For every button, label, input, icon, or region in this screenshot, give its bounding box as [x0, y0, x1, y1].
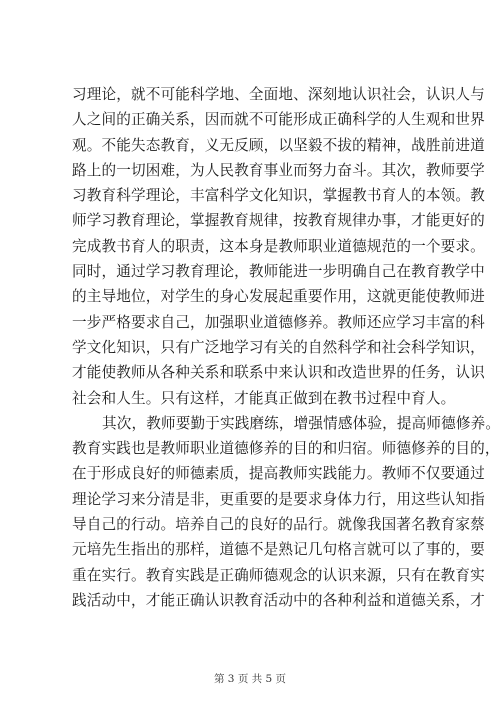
text-line: 完成教书育人的职责，这本身是教师职业道德规范的一个要求。: [72, 237, 485, 255]
text-line: 一步严格要求自己，加强职业道德修养。教师还应学习丰富的科: [72, 313, 485, 331]
text-line: 观。不能失态教育，义无反顾，以坚毅不拔的精神，战胜前进道: [72, 136, 485, 154]
body-text: [72, 82, 500, 613]
text-line: 习理论，就不可能科学地、全面地、深刻地认识社会，认识人与: [72, 86, 485, 103]
text-line: 元培先生指出的那样，道德不是熟记几句格言就可以了事的，要: [72, 541, 485, 559]
text-line: 师学习教育理论，掌握教育规律，按教育规律办事，才能更好的: [72, 212, 485, 230]
text-line: 社会和人生。只有这样，才能真正做到在教书过程中育人。: [72, 389, 456, 407]
page-number: 第 3 页 共 5 页: [213, 673, 287, 685]
text-line: 教育实践也是教师职业道德修养的目的和归宿。师德修养的目的，: [72, 440, 500, 458]
paragraph-first-line: 其次，教师要勤于实践磨练，增强情感体验，提高师德修养。: [102, 414, 500, 432]
text-line: 才能使教师从各种关系和联系中来认识和改造世界的任务，认识: [72, 364, 485, 382]
page-footer: [0, 671, 500, 686]
text-line: 践活动中，才能正确认识教育活动中的各种利益和道德关系，才: [72, 591, 485, 609]
text-line: 重在实行。教育实践是正确师德观念的认识来源，只有在教育实: [72, 566, 485, 584]
text-line: 学文化知识，只有广泛地学习有关的自然科学和社会科学知识，: [72, 338, 485, 356]
text-line: 的主导地位，对学生的身心发展起重要作用，这就更能使教师进: [72, 288, 485, 306]
text-line: 理论学习来分清是非，更重要的是要求身体力行，用这些认知指: [72, 490, 485, 508]
text-line: 导自己的行动。培养自己的良好的品行。就像我国著名教育家蔡: [72, 516, 485, 534]
text-line: 路上的一切困难，为人民教育事业而努力奋斗。其次，教师要学: [72, 161, 485, 179]
text-line: 习教育科学理论，丰富科学文化知识，掌握教书育人的本领。教: [72, 187, 485, 205]
text-line: 人之间的正确关系，因而就不可能形成正确科学的人生观和世界: [72, 111, 485, 129]
text-line: 在于形成良好的师德素质，提高教师实践能力。教师不仅要通过: [72, 465, 485, 483]
text-line: 同时，通过学习教育理论，教师能进一步明确自己在教育教学中: [72, 263, 485, 281]
